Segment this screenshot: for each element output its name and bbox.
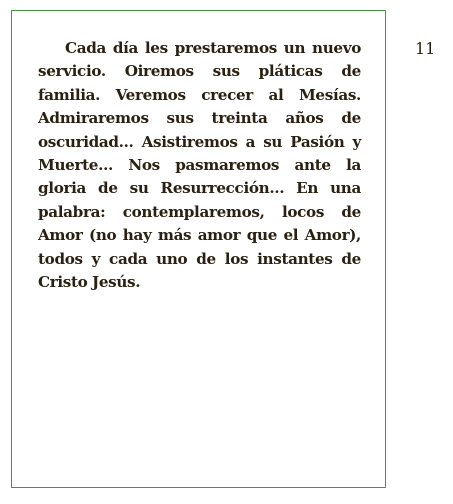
body-paragraph: Cada día les prestaremos un nuevo servicio. Oiremos sus pláticas de familia. Veremos crecer al Mesías. Admiraremos sus treinta años de oscuridad… Asistiremos a su Pasión y Muerte… Nos pasmaremos ante la gloria de su Resurrección… En una palabra: contemplaremos, locos de Amor (no hay más amor que el Amor), todos y cada uno de los instantes de Cristo Jesús. — [38, 39, 361, 292]
page-number: 11 — [415, 39, 436, 58]
